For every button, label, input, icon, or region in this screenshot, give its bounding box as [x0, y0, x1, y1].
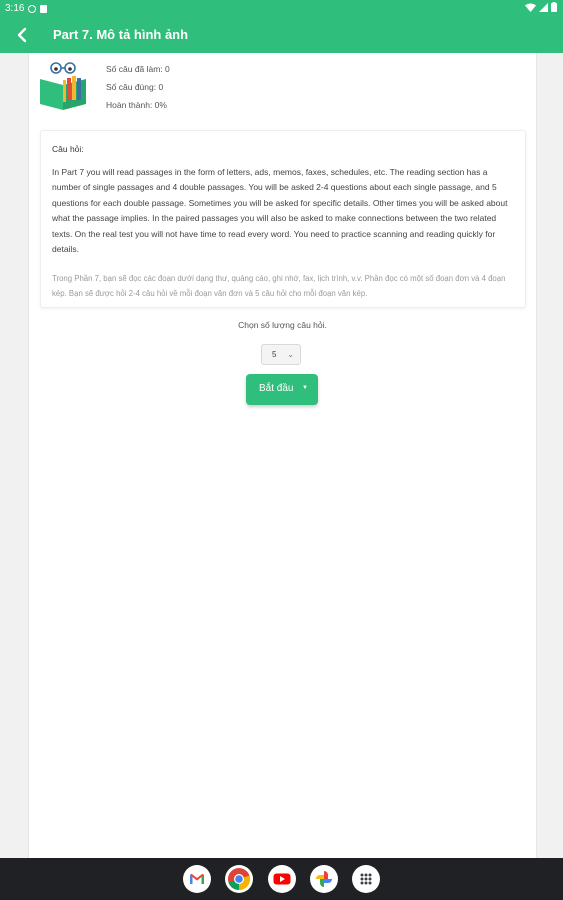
- question-text-vi: Trong Phần 7, bạn sẽ đọc các đoạn dưới dạng thư, quảng cáo, ghi nhớ, fax, lịch trình, v.v. Phần đọc có một số đoạn đơn và 4 đoạn kép. Bạn sẽ được hỏi 2-4 câu hỏi về mỗi đoạn văn đơn và 5 câu hỏi cho mỗi đoạn văn kép.: [52, 274, 506, 298]
- sim-icon: [40, 5, 47, 13]
- youtube-icon[interactable]: [268, 865, 296, 893]
- back-arrow-icon[interactable]: [14, 26, 32, 44]
- start-button[interactable]: [246, 374, 318, 405]
- notification-icon: [28, 5, 36, 13]
- stat-completion: Hoàn thành: 0%: [106, 100, 167, 110]
- gmail-icon[interactable]: [183, 865, 211, 893]
- caret-down-icon: ▼: [302, 385, 308, 391]
- choose-count-label: Chọn số lượng câu hỏi.: [238, 320, 327, 330]
- content-sheet: [28, 53, 537, 858]
- question-count-select[interactable]: [261, 344, 301, 365]
- question-heading: Câu hỏi:: [52, 144, 84, 154]
- app-drawer-icon[interactable]: [352, 865, 380, 893]
- status-bar: [0, 0, 563, 17]
- question-count-value: 5: [272, 350, 277, 359]
- wifi-icon: [525, 3, 536, 12]
- photos-icon[interactable]: [310, 865, 338, 893]
- page-title: Part 7. Mô tả hình ảnh: [53, 27, 189, 42]
- reading-book-icon: [39, 61, 87, 111]
- battery-icon: [551, 2, 557, 12]
- signal-icon: [539, 3, 548, 12]
- start-button-label: Bắt đầu: [259, 383, 294, 394]
- dock-bar: [0, 858, 563, 900]
- stat-correct: Số câu đúng: 0: [106, 82, 164, 92]
- question-card: [40, 130, 526, 308]
- app-bar: [0, 17, 563, 53]
- stat-answered: Số câu đã làm: 0: [106, 64, 170, 74]
- stats-panel: [39, 59, 529, 117]
- question-text-en: In Part 7 you will read passages in the form of letters, ads, memos, faxes, schedules, etc. The reading section has a number of single passages and 4 double passages. You will be asked 2-4 questions about each single passage, and 5 questions for each double passage. Sometimes you will be asked for specific details. Other times you will be asked about what the passage implies. In the paired passages you will also be asked to make connections between the two related texts. On the real test you will not have time to read every word. You need to practice scanning and reading quickly for details.: [52, 167, 508, 255]
- chevron-down-icon: ⌄: [287, 350, 294, 359]
- chrome-icon[interactable]: [225, 865, 253, 893]
- status-time: 3:16: [5, 3, 25, 14]
